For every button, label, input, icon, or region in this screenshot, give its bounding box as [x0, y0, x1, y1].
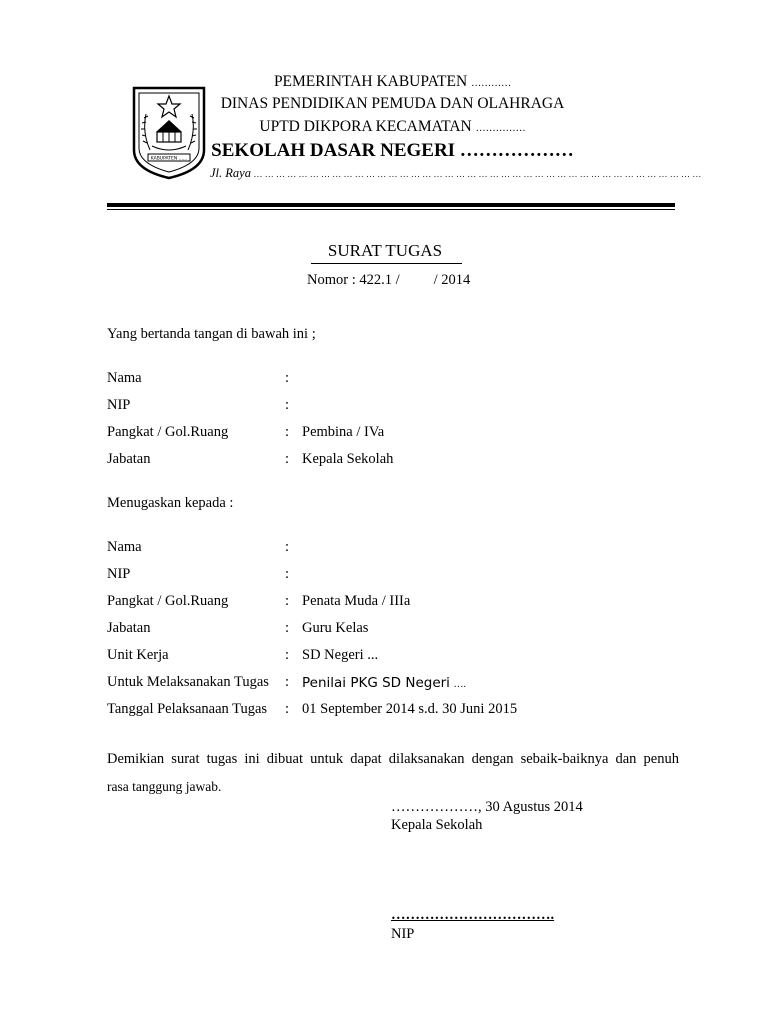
document-title: SURAT TUGAS: [327, 241, 443, 260]
field-colon: :: [285, 424, 290, 440]
closing-paragraph: [107, 745, 679, 801]
field-colon: :: [285, 539, 290, 555]
field-colon: :: [285, 397, 290, 413]
field-value: Guru Kelas: [302, 620, 369, 636]
svg-text:KABUPATEN ......: KABUPATEN ......: [150, 156, 188, 162]
field-value: 01 September 2014 s.d. 30 Juni 2015: [302, 701, 518, 717]
letterhead-line-department: DINAS PENDIDIKAN PEMUDA DAN OLAHRAGA: [220, 95, 565, 112]
field-colon: :: [285, 647, 290, 663]
field-label: Tanggal Pelaksanaan Tugas: [107, 701, 268, 717]
field-label: Untuk Melaksanakan Tugas: [107, 674, 269, 690]
letterhead-address: Jl. Raya … … … … … … … … … … … … … … … … … … … … … … … … … … … … … … … … … … … … … … … …: [210, 166, 702, 180]
field-label: Nama: [107, 370, 142, 386]
field-label: Jabatan: [107, 620, 151, 636]
letterhead-school-name: SEKOLAH DASAR NEGERI ………………: [211, 140, 574, 161]
field-colon: :: [285, 674, 290, 690]
field-colon: :: [285, 620, 290, 636]
signature-position: Kepala Sekolah: [391, 817, 483, 833]
field-colon: :: [285, 451, 290, 467]
field-label: NIP: [107, 397, 131, 413]
letterhead-rule-thin: [107, 209, 675, 210]
letterhead-line-regency: PEMERINTAH KABUPATEN …………: [273, 73, 512, 90]
title-underline: [311, 263, 462, 264]
letterhead-line-uptd: UPTD DIKPORA KECAMATAN ……………: [259, 118, 526, 135]
field-value: Penata Muda / IIIa: [302, 593, 411, 609]
field-colon: :: [285, 593, 290, 609]
signature-nip-label: NIP: [391, 926, 415, 942]
field-label: Pangkat / Gol.Ruang: [107, 424, 229, 440]
field-value: Penilai PKG SD Negeri ….: [302, 675, 467, 691]
field-label: Nama: [107, 539, 142, 555]
signature-place-date: ………………, 30 Agustus 2014: [391, 799, 583, 815]
field-colon: :: [285, 370, 290, 386]
field-colon: :: [285, 566, 290, 582]
field-value: Kepala Sekolah: [302, 451, 394, 467]
letterhead-rule-thick: [107, 203, 675, 207]
regency-crest-icon: [130, 84, 208, 180]
field-colon: :: [285, 701, 290, 717]
closing-line-1: Demikian surat tugas ini dibuat untuk dapat dilaksanakan dengan sebaik-baiknya dan penuh: [107, 751, 679, 767]
field-label: NIP: [107, 566, 131, 582]
intro-text: Yang bertanda tangan di bawah ini ;: [107, 326, 316, 342]
signature-name-placeholder: …………………………….: [391, 907, 555, 923]
assign-intro-text: Menugaskan kepada :: [107, 495, 234, 511]
field-value: SD Negeri ...: [302, 647, 379, 663]
closing-line-2: rasa tanggung jawab.: [107, 779, 222, 794]
field-label: Unit Kerja: [107, 647, 169, 663]
field-label: Pangkat / Gol.Ruang: [107, 593, 229, 609]
field-label: Jabatan: [107, 451, 151, 467]
field-value: Pembina / IVa: [302, 424, 385, 440]
document-number: Nomor : 422.1 / / 2014: [307, 272, 471, 288]
